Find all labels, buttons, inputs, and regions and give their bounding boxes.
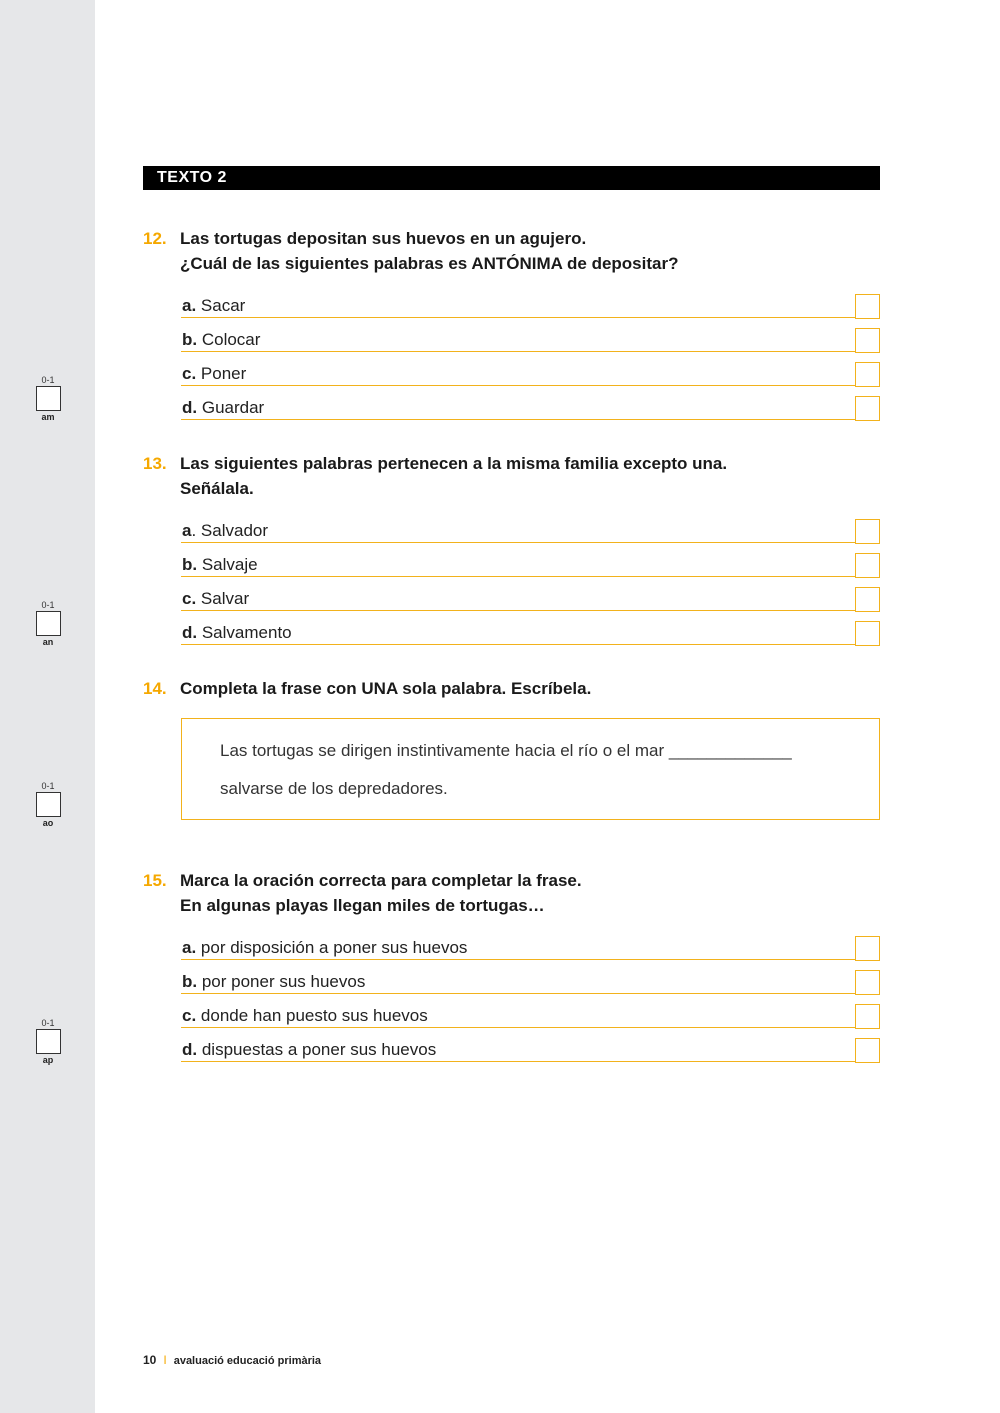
option-checkbox[interactable]: [855, 970, 880, 995]
option-label: Salvar: [200, 589, 250, 608]
prompt-line: Marca la oración correcta para completar la frase.: [180, 871, 582, 890]
prompt-line: Las tortugas depositan sus huevos en un agujero.: [180, 229, 587, 248]
option-label: Poner: [200, 364, 247, 383]
score-code: am: [41, 412, 55, 422]
question-13: [143, 451, 883, 645]
option-text: [182, 330, 260, 350]
question-prompt: [143, 868, 883, 918]
option-text: [182, 623, 292, 643]
option-letter: b.: [182, 330, 198, 349]
option-label: por poner sus huevos: [201, 972, 366, 991]
option-letter: d.: [182, 1040, 198, 1059]
option-label: . Salvador: [191, 521, 269, 540]
footer-separator: I: [163, 1353, 167, 1367]
option-checkbox[interactable]: [855, 621, 880, 646]
answer-line: [181, 1061, 856, 1062]
option-label: Sacar: [200, 296, 246, 315]
question-number: 14.: [143, 679, 167, 698]
option-label: donde han puesto sus huevos: [200, 1006, 428, 1025]
option-text: [182, 1040, 436, 1060]
score-checkbox[interactable]: [36, 611, 61, 636]
option-label: Salvamento: [201, 623, 292, 642]
option-text: [182, 521, 268, 541]
prompt-line: Señálala.: [180, 479, 254, 498]
option-text: [182, 555, 258, 575]
score-range: 0-1: [41, 375, 55, 385]
score-box-ap[interactable]: [35, 1018, 61, 1065]
option-letter: c.: [182, 364, 197, 383]
option-letter: d.: [182, 623, 198, 642]
question-number: 15.: [143, 871, 167, 890]
option-a[interactable]: [181, 284, 880, 318]
options-list: [181, 284, 880, 420]
sentence-line: salvarse de los depredadores.: [220, 779, 448, 798]
option-checkbox[interactable]: [855, 553, 880, 578]
publication-name: avaluació educació primària: [173, 1355, 322, 1367]
option-checkbox[interactable]: [855, 1038, 880, 1063]
option-b[interactable]: [181, 543, 880, 577]
answer-line: [181, 644, 856, 645]
prompt-line: ¿Cuál de las siguientes palabras es ANTÓNIMA de depositar?: [180, 254, 679, 273]
score-box-an[interactable]: [35, 600, 61, 647]
option-checkbox[interactable]: [855, 328, 880, 353]
option-checkbox[interactable]: [855, 396, 880, 421]
option-c[interactable]: [181, 352, 880, 386]
options-list: [181, 509, 880, 645]
option-checkbox[interactable]: [855, 587, 880, 612]
option-text: [182, 296, 245, 316]
prompt-line: En algunas playas llegan miles de tortugas…: [180, 896, 545, 915]
score-box-am[interactable]: [35, 375, 61, 422]
page-number: 10: [143, 1353, 157, 1367]
left-margin-strip: [0, 0, 95, 1413]
score-checkbox[interactable]: [36, 386, 61, 411]
sentence-line: Las tortugas se dirigen instintivamente hacia el río o el mar _____________: [220, 741, 792, 760]
option-checkbox[interactable]: [855, 362, 880, 387]
option-checkbox[interactable]: [855, 1004, 880, 1029]
option-text: [182, 364, 246, 384]
score-checkbox[interactable]: [36, 792, 61, 817]
option-d[interactable]: [181, 386, 880, 420]
options-list: [181, 926, 880, 1062]
option-text: [182, 398, 264, 418]
score-code: ap: [42, 1055, 54, 1065]
question-prompt: [143, 676, 883, 701]
option-label: dispuestas a poner sus huevos: [201, 1040, 437, 1059]
option-b[interactable]: [181, 960, 880, 994]
question-15: [143, 868, 883, 1062]
fill-in-box[interactable]: [181, 718, 880, 820]
page-footer: [143, 1353, 321, 1367]
score-code: ao: [42, 818, 54, 828]
answer-line: [181, 419, 856, 420]
question-prompt: [143, 226, 883, 276]
option-text: [182, 589, 249, 609]
option-d[interactable]: [181, 611, 880, 645]
option-b[interactable]: [181, 318, 880, 352]
option-letter: a.: [182, 296, 197, 315]
option-letter: b.: [182, 555, 198, 574]
option-label: Guardar: [201, 398, 265, 417]
option-checkbox[interactable]: [855, 519, 880, 544]
question-12: [143, 226, 883, 420]
question-prompt: [143, 451, 883, 501]
option-label: Colocar: [201, 330, 261, 349]
option-text: [182, 972, 365, 992]
option-c[interactable]: [181, 994, 880, 1028]
score-code: an: [42, 637, 54, 647]
question-number: 13.: [143, 454, 167, 473]
option-letter: d.: [182, 398, 198, 417]
score-range: 0-1: [41, 781, 55, 791]
option-checkbox[interactable]: [855, 294, 880, 319]
prompt-line: Las siguientes palabras pertenecen a la misma familia excepto una.: [180, 454, 728, 473]
option-c[interactable]: [181, 577, 880, 611]
option-letter: a: [182, 521, 192, 540]
section-header: TEXTO 2: [143, 166, 880, 190]
option-d[interactable]: [181, 1028, 880, 1062]
option-label: por disposición a poner sus huevos: [200, 938, 468, 957]
option-a[interactable]: [181, 509, 880, 543]
option-text: [182, 938, 467, 958]
option-letter: c.: [182, 589, 197, 608]
option-letter: c.: [182, 1006, 197, 1025]
score-box-ao[interactable]: [35, 781, 61, 828]
option-text: [182, 1006, 428, 1026]
question-number: 12.: [143, 229, 167, 248]
option-a[interactable]: [181, 926, 880, 960]
score-range: 0-1: [41, 600, 55, 610]
prompt-line: Completa la frase con UNA sola palabra. Escríbela.: [180, 679, 592, 698]
question-14: [143, 676, 883, 701]
option-letter: b.: [182, 972, 198, 991]
score-range: 0-1: [41, 1018, 55, 1028]
option-letter: a.: [182, 938, 197, 957]
score-checkbox[interactable]: [36, 1029, 61, 1054]
option-checkbox[interactable]: [855, 936, 880, 961]
option-label: Salvaje: [201, 555, 258, 574]
